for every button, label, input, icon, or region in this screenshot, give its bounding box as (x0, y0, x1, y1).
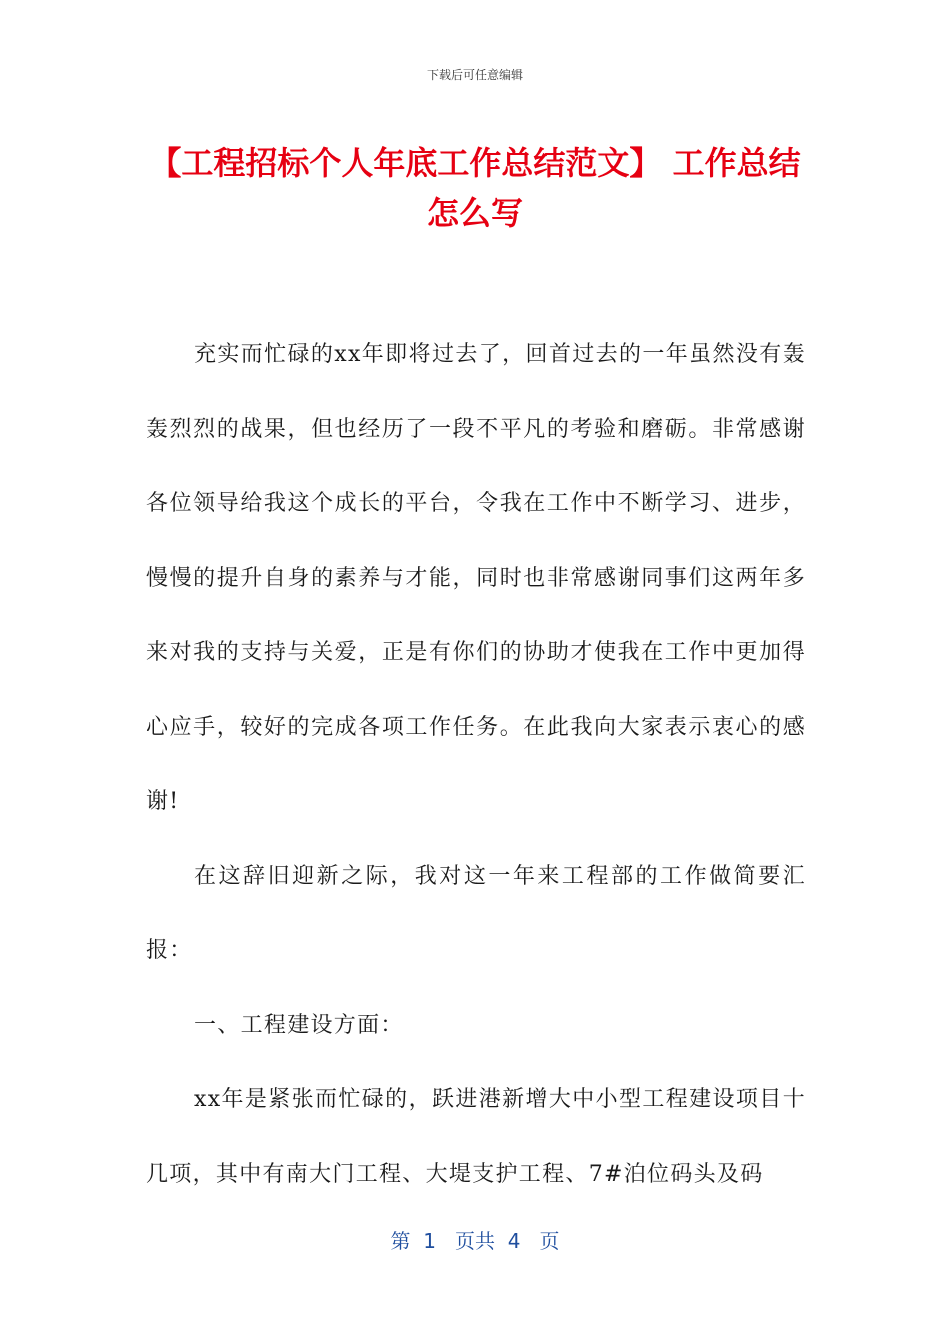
paragraph: 在这辞旧迎新之际，我对这一年来工程部的工作做简要汇报： (146, 863, 806, 963)
page-number: 第 1 页共 4 页 (390, 1229, 560, 1253)
paragraph: xx年是紧张而忙碌的，跃进港新增大中小型工程建设项目十几项，其中有南大门工程、大堤支护工程、7#泊位码头及码 (146, 1087, 806, 1187)
document-title: 【工程招标个人年底工作总结范文】 工作总结怎么写 (149, 144, 801, 232)
document-body (146, 318, 806, 1212)
paragraph: 一、工程建设方面： (194, 1012, 404, 1038)
paragraph: 充实而忙碌的xx年即将过去了，回首过去的一年虽然没有轰轰烈烈的战果，但也经历了一段不平凡的考验和磨砺。非常感谢各位领导给我这个成长的平台，令我在工作中不断学习、进步，慢慢的提升自身的素养与才能，同时也非常感谢同事们这两年多来对我的支持与关爱，正是有你们的协助才使我在工作中更加得心应手，较好的完成各项工作任务。在此我向大家表示衷心的感谢! (146, 342, 806, 814)
header-note: 下载后可任意编辑 (426, 68, 523, 82)
